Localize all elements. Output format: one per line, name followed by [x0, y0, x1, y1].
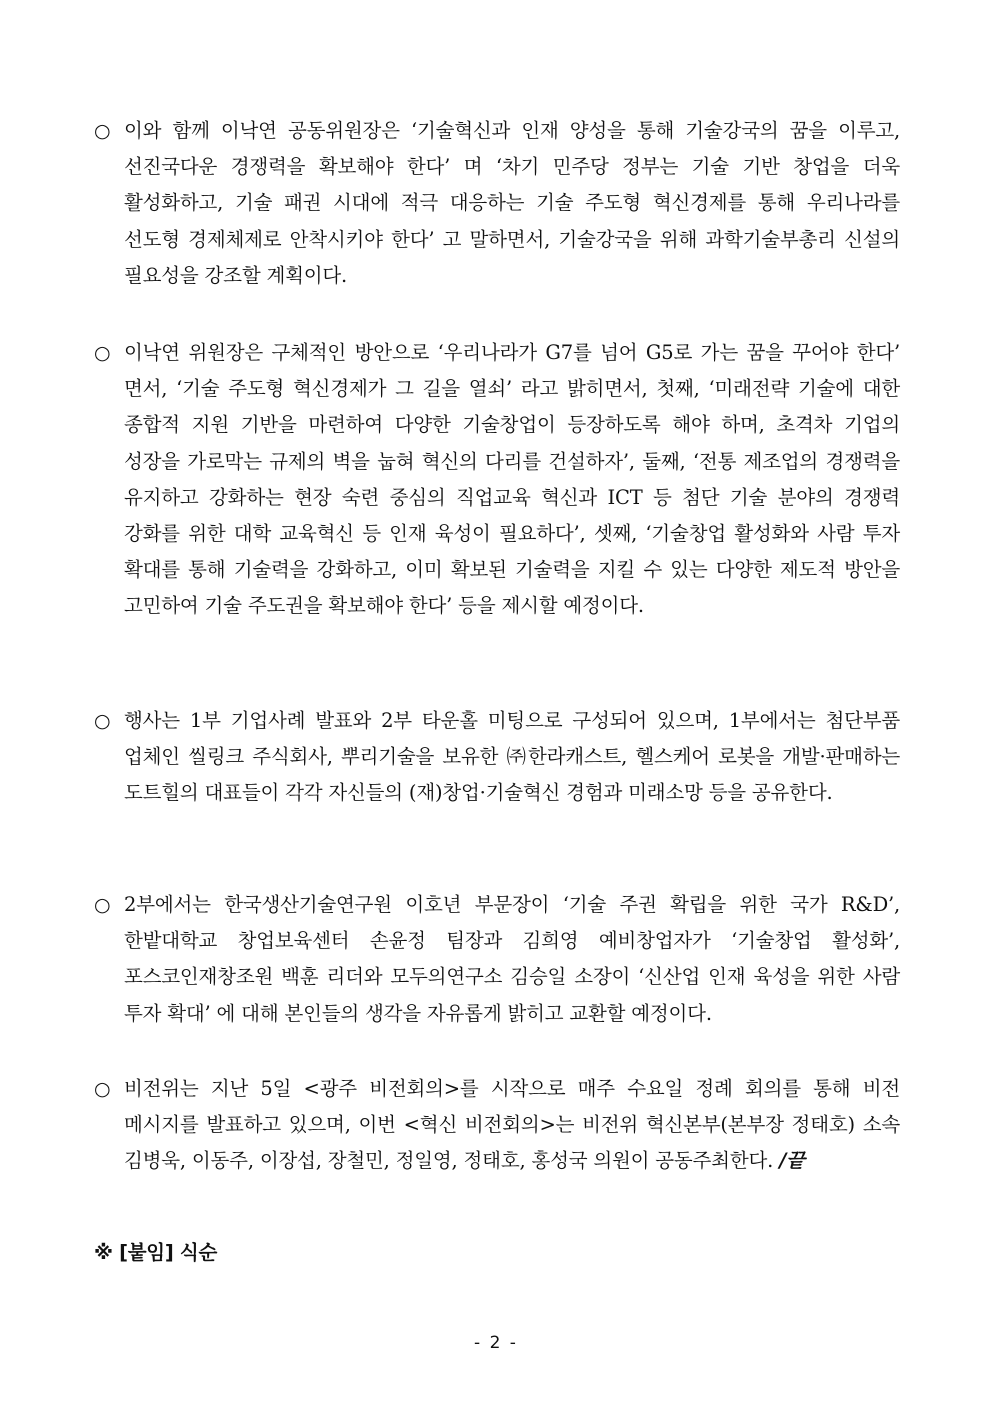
attachment-note: ※ [붙임] 식순: [94, 1241, 218, 1264]
paragraph-5-text: 비전위는 지난 5일 <광주 비전회의>를 시작으로 매주 수요일 정례 회의를 통해 비전 메시지를 발표하고 있으며, 이번 <혁신 비전회의>는 비전위 혁신본부(본부장 정태호) 소속 김병욱, 이동주, 이장섭, 장철민, 정일영, 정태호, 홍성국 의원이 공동주최한다.: [124, 1077, 900, 1173]
bullet-circle: ○: [94, 894, 111, 916]
paragraph-5: [94, 1071, 900, 1180]
paragraph-4: [94, 887, 900, 1032]
paragraph-3-text: 행사는 1부 기업사례 발표와 2부 타운홀 미팅으로 구성되어 있으며, 1부에서는 첨단부품 업체인 씰링크 주식회사, 뿌리기술을 보유한 ㈜한라캐스트, 헬스케어 로봇을 개발·판매하는 도트힐의 대표들이 각각 자신들의 (재)창업·기술혁신 경험과 미래소망 등을 공유한다.: [124, 709, 900, 805]
bullet-circle: ○: [94, 120, 111, 142]
paragraph-2-text: 이낙연 위원장은 구체적인 방안으로 ‘우리나라가 G7를 넘어 G5로 가는 꿈을 꾸어야 한다’ 면서, ‘기술 주도형 혁신경제가 그 길을 열쇠’ 라고 밝히면서, 첫째, ‘미래전략 기술에 대한 종합적 지원 기반을 마련하여 다양한 기술창업이 등장하도록 해야 하며, 초격차 기업의 성장을 가로막는 규제의 벽을 눕혀 혁신의 다리를 건설하자’, 둘째, ‘전통 제조업의 경쟁력을 유지하고 강화하는 현장 숙련 중심의 직업교육 혁신과 ICT 등 첨단 기술 분야의 경쟁력 강화를 위한 대학 교육혁신 등 인재 육성이 필요하다’, 셋째, ‘기술창업 활성화와 사람 투자 확대를 통해 기술력을 강화하고, 이미 확보된 기술력을 지킬 수 있는 다양한 제도적 방안을 고민하여 기술 주도권을 확보해야 한다’ 등을 제시할 예정이다.: [124, 341, 900, 618]
end-mark: /끝: [779, 1149, 805, 1173]
bullet-circle: ○: [94, 1078, 111, 1100]
page-number: - 2 -: [474, 1333, 518, 1353]
paragraph-2: [94, 335, 900, 625]
paragraph-4-text: 2부에서는 한국생산기술연구원 이호년 부문장이 ‘기술 주권 확립을 위한 국가 R&D’, 한밭대학교 창업보육센터 손윤정 팀장과 김희영 예비창업자가 ‘기술창업 활성화’, 포스코인재창조원 백훈 리더와 모두의연구소 김승일 소장이 ‘신산업 인재 육성을 위한 사람 투자 확대’ 에 대해 본인들의 생각을 자유롭게 밝히고 교환할 예정이다.: [124, 893, 900, 1025]
bullet-circle: ○: [94, 710, 111, 732]
paragraph-1: [94, 113, 900, 294]
paragraph-1-text: 이와 함께 이낙연 공동위원장은 ‘기술혁신과 인재 양성을 통해 기술강국의 꿈을 이루고, 선진국다운 경쟁력을 확보해야 한다’ 며 ‘차기 민주당 정부는 기술 기반 창업을 더욱 활성화하고, 기술 패권 시대에 적극 대응하는 기술 주도형 혁신경제를 통해 우리나라를 선도형 경제체제로 안착시키야 한다’ 고 말하면서, 기술강국을 위해 과학기술부총리 신설의 필요성을 강조할 계획이다.: [124, 119, 900, 287]
paragraph-3: [94, 703, 900, 812]
bullet-circle: ○: [94, 342, 111, 364]
